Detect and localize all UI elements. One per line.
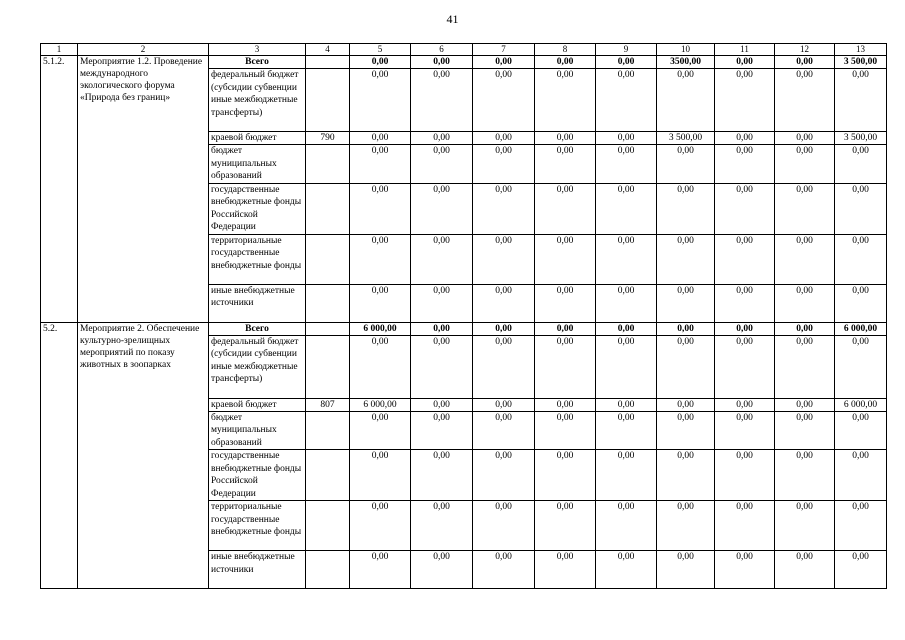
amount-cell: 0,00 [657,335,715,398]
amount-cell: 0,00 [473,322,535,335]
budget-code [306,551,350,589]
amount-cell: 0,00 [411,56,473,69]
column-number: 2 [78,44,209,56]
amount-cell: 3500,00 [657,56,715,69]
amount-cell: 0,00 [657,501,715,551]
amount-cell: 0,00 [411,411,473,450]
column-number: 7 [473,44,535,56]
column-number: 11 [715,44,775,56]
amount-cell: 0,00 [350,551,411,589]
amount-cell: 0,00 [473,450,535,501]
amount-cell: 0,00 [596,501,657,551]
funding-source: государственные внебюджетные фонды Российской Федерации [209,183,306,234]
amount-cell: 0,00 [835,450,887,501]
amount-cell: 0,00 [596,56,657,69]
amount-cell: 0,00 [715,450,775,501]
column-number: 13 [835,44,887,56]
amount-cell: 0,00 [350,411,411,450]
budget-code [306,501,350,551]
amount-cell: 0,00 [835,501,887,551]
amount-cell: 0,00 [715,398,775,411]
amount-cell: 0,00 [473,56,535,69]
amount-cell: 0,00 [411,450,473,501]
amount-cell: 0,00 [715,551,775,589]
amount-cell: 0,00 [535,56,596,69]
budget-code [306,284,350,322]
amount-cell: 0,00 [411,322,473,335]
amount-cell: 0,00 [535,450,596,501]
amount-cell: 0,00 [715,322,775,335]
amount-cell: 3 500,00 [657,132,715,145]
amount-cell: 0,00 [473,398,535,411]
column-number: 3 [209,44,306,56]
funding-source: бюджет муниципальных образований [209,411,306,450]
amount-cell: 0,00 [657,145,715,184]
amount-cell: 0,00 [535,335,596,398]
amount-cell: 0,00 [350,335,411,398]
amount-cell: 0,00 [535,132,596,145]
amount-cell: 0,00 [775,284,835,322]
amount-cell: 0,00 [473,132,535,145]
amount-cell: 0,00 [350,234,411,284]
amount-cell: 0,00 [411,551,473,589]
amount-cell: 0,00 [657,284,715,322]
budget-code [306,450,350,501]
amount-cell: 0,00 [715,501,775,551]
amount-cell: 0,00 [657,398,715,411]
amount-cell: 0,00 [473,411,535,450]
funding-source: государственные внебюджетные фонды Российской Федерации [209,450,306,501]
amount-cell: 0,00 [411,398,473,411]
amount-cell: 0,00 [596,411,657,450]
amount-cell: 0,00 [715,56,775,69]
amount-cell: 0,00 [657,411,715,450]
amount-cell: 0,00 [657,234,715,284]
amount-cell: 0,00 [350,183,411,234]
amount-cell: 0,00 [657,69,715,132]
amount-cell: 0,00 [411,69,473,132]
amount-cell: 0,00 [473,335,535,398]
amount-cell: 0,00 [535,183,596,234]
amount-cell: 0,00 [596,398,657,411]
amount-cell: 0,00 [715,183,775,234]
budget-code [306,335,350,398]
funding-source: Всего [209,56,306,69]
amount-cell: 0,00 [535,398,596,411]
funding-source: федеральный бюджет (субсидии субвенции иные межбюджетные трансферты) [209,335,306,398]
budget-code: 790 [306,132,350,145]
amount-cell: 0,00 [657,551,715,589]
budget-code [306,56,350,69]
funding-source: краевой бюджет [209,132,306,145]
amount-cell: 0,00 [411,335,473,398]
amount-cell: 0,00 [596,69,657,132]
amount-cell: 0,00 [835,145,887,184]
amount-cell: 0,00 [596,335,657,398]
amount-cell: 0,00 [596,450,657,501]
section-name: Мероприятие 2. Обеспечение культурно-зрелищных мероприятий по показу животных в зоопарках [78,322,209,589]
funding-source: иные внебюджетные источники [209,551,306,589]
amount-cell: 0,00 [835,69,887,132]
amount-cell: 0,00 [350,450,411,501]
amount-cell: 0,00 [350,132,411,145]
amount-cell: 0,00 [350,501,411,551]
funding-source: территориальные государственные внебюджетные фонды [209,234,306,284]
amount-cell: 0,00 [535,69,596,132]
budget-table [40,43,887,589]
amount-cell: 0,00 [535,145,596,184]
amount-cell: 0,00 [835,335,887,398]
amount-cell: 0,00 [715,234,775,284]
amount-cell: 0,00 [775,551,835,589]
amount-cell: 0,00 [596,322,657,335]
column-number: 4 [306,44,350,56]
column-number-row [41,44,887,56]
amount-cell: 0,00 [596,145,657,184]
amount-cell: 0,00 [535,411,596,450]
amount-cell: 0,00 [657,450,715,501]
amount-cell: 0,00 [473,501,535,551]
section-code: 5.2. [41,322,78,589]
amount-cell: 0,00 [775,132,835,145]
amount-cell: 0,00 [350,284,411,322]
amount-cell: 0,00 [775,69,835,132]
amount-cell: 0,00 [350,145,411,184]
amount-cell: 0,00 [775,335,835,398]
amount-cell: 0,00 [535,501,596,551]
amount-cell: 6 000,00 [350,322,411,335]
section-code: 5.1.2. [41,56,78,323]
budget-code [306,145,350,184]
amount-cell: 0,00 [835,183,887,234]
amount-cell: 0,00 [775,322,835,335]
amount-cell: 6 000,00 [350,398,411,411]
amount-cell: 0,00 [775,183,835,234]
column-number: 1 [41,44,78,56]
amount-cell: 0,00 [473,183,535,234]
amount-cell: 0,00 [835,284,887,322]
funding-source: Всего [209,322,306,335]
amount-cell: 6 000,00 [835,398,887,411]
amount-cell: 0,00 [473,69,535,132]
amount-cell: 0,00 [775,450,835,501]
amount-cell: 0,00 [715,69,775,132]
amount-cell: 3 500,00 [835,56,887,69]
budget-code [306,234,350,284]
section-total-row [41,56,887,69]
amount-cell: 0,00 [657,322,715,335]
amount-cell: 0,00 [596,234,657,284]
amount-cell: 0,00 [775,145,835,184]
budget-code [306,322,350,335]
column-number: 12 [775,44,835,56]
amount-cell: 0,00 [411,234,473,284]
page-number: 41 [446,12,459,26]
amount-cell: 0,00 [473,234,535,284]
budget-code [306,183,350,234]
amount-cell: 0,00 [775,56,835,69]
amount-cell: 0,00 [473,551,535,589]
funding-source: иные внебюджетные источники [209,284,306,322]
budget-code: 807 [306,398,350,411]
funding-source: территориальные государственные внебюджетные фонды [209,501,306,551]
budget-code [306,69,350,132]
column-number: 9 [596,44,657,56]
amount-cell: 6 000,00 [835,322,887,335]
amount-cell: 0,00 [835,234,887,284]
funding-source: бюджет муниципальных образований [209,145,306,184]
amount-cell: 0,00 [411,145,473,184]
amount-cell: 0,00 [535,322,596,335]
section-total-row [41,322,887,335]
amount-cell: 0,00 [596,284,657,322]
budget-code [306,411,350,450]
amount-cell: 0,00 [775,398,835,411]
amount-cell: 0,00 [411,284,473,322]
amount-cell: 0,00 [411,501,473,551]
amount-cell: 0,00 [473,145,535,184]
amount-cell: 0,00 [835,411,887,450]
amount-cell: 0,00 [596,183,657,234]
funding-source: федеральный бюджет (субсидии субвенции иные межбюджетные трансферты) [209,69,306,132]
amount-cell: 0,00 [535,234,596,284]
amount-cell: 0,00 [535,284,596,322]
amount-cell: 0,00 [535,551,596,589]
amount-cell: 0,00 [657,183,715,234]
amount-cell: 0,00 [715,132,775,145]
column-number: 6 [411,44,473,56]
amount-cell: 0,00 [715,284,775,322]
amount-cell: 0,00 [835,551,887,589]
amount-cell: 3 500,00 [835,132,887,145]
amount-cell: 0,00 [596,551,657,589]
amount-cell: 0,00 [775,234,835,284]
amount-cell: 0,00 [350,56,411,69]
amount-cell: 0,00 [473,284,535,322]
funding-source: краевой бюджет [209,398,306,411]
table-body [41,44,887,589]
amount-cell: 0,00 [715,145,775,184]
amount-cell: 0,00 [775,501,835,551]
amount-cell: 0,00 [715,335,775,398]
amount-cell: 0,00 [596,132,657,145]
section-name: Мероприятие 1.2. Проведение международного экологического форума «Природа без границ» [78,56,209,323]
column-number: 8 [535,44,596,56]
amount-cell: 0,00 [411,132,473,145]
amount-cell: 0,00 [775,411,835,450]
column-number: 10 [657,44,715,56]
amount-cell: 0,00 [715,411,775,450]
amount-cell: 0,00 [350,69,411,132]
column-number: 5 [350,44,411,56]
amount-cell: 0,00 [411,183,473,234]
